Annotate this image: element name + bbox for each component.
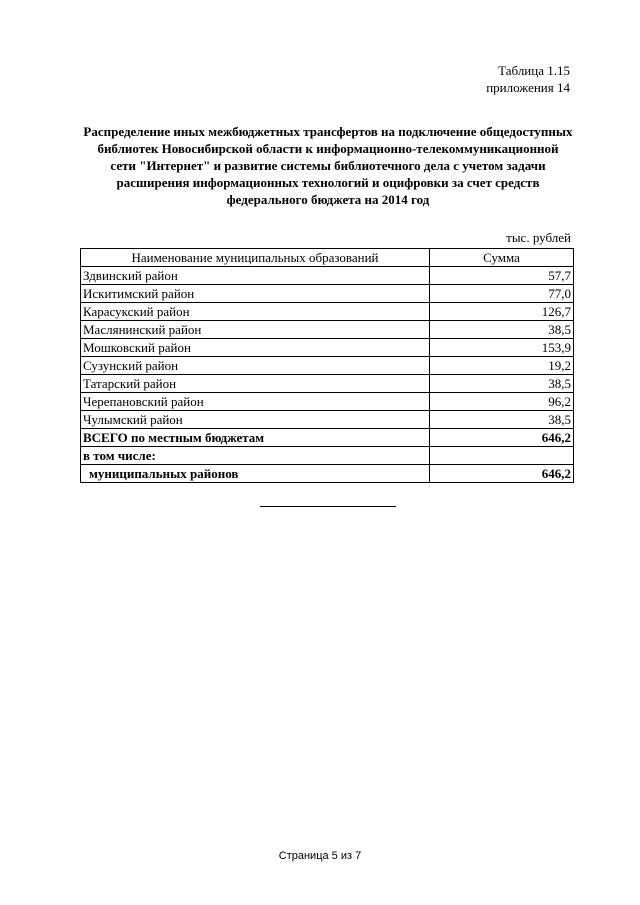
row-sum: 38,5 xyxy=(430,321,574,339)
table-number: Таблица 1.15 xyxy=(498,63,570,78)
table-row xyxy=(81,303,574,321)
table-row xyxy=(81,285,574,303)
row-name: Искитимский район xyxy=(81,285,430,303)
row-sum: 38,5 xyxy=(430,375,574,393)
row-name: Сузунский район xyxy=(81,357,430,375)
title-line: библиотек Новосибирской области к информационно-телекоммуникационной xyxy=(97,141,559,156)
total-name: ВСЕГО по местным бюджетам xyxy=(81,429,430,447)
including-name: в том числе: xyxy=(81,447,430,465)
row-name: Татарский район xyxy=(81,375,430,393)
row-sum: 96,2 xyxy=(430,393,574,411)
title-line: Распределение иных межбюджетных трансфертов на подключение общедоступных xyxy=(83,124,573,139)
subtotal-row xyxy=(81,465,574,483)
row-sum: 126,7 xyxy=(430,303,574,321)
row-name: Маслянинский район xyxy=(81,321,430,339)
row-sum: 57,7 xyxy=(430,267,574,285)
table-row xyxy=(81,393,574,411)
title-line: сети "Интернет" и развитие системы библиотечного дела с учетом задачи xyxy=(110,158,546,173)
document-title xyxy=(80,123,576,208)
table-row xyxy=(81,321,574,339)
total-sum: 646,2 xyxy=(430,429,574,447)
table-row xyxy=(81,375,574,393)
header-name: Наименование муниципальных образований xyxy=(81,249,430,267)
row-name: Черепановский район xyxy=(81,393,430,411)
row-sum: 19,2 xyxy=(430,357,574,375)
distribution-table xyxy=(80,248,574,483)
table-reference xyxy=(486,62,570,96)
row-sum: 77,0 xyxy=(430,285,574,303)
title-line: федерального бюджета на 2014 год xyxy=(226,192,430,207)
including-row xyxy=(81,447,574,465)
page-footer: Страница 5 из 7 xyxy=(278,850,362,862)
row-name: Карасукский район xyxy=(81,303,430,321)
row-sum: 38,5 xyxy=(430,411,574,429)
row-name: Здвинский район xyxy=(81,267,430,285)
row-name: Чулымский район xyxy=(81,411,430,429)
table-row xyxy=(81,339,574,357)
unit-label: тыс. рублей xyxy=(506,230,571,245)
title-line: расширения информационных технологий и оцифровки за счет средств xyxy=(116,175,540,190)
table-header-row xyxy=(81,249,574,267)
table-row xyxy=(81,357,574,375)
total-row xyxy=(81,429,574,447)
table-row xyxy=(81,411,574,429)
appendix-number: приложения 14 xyxy=(486,80,570,95)
subtotal-sum: 646,2 xyxy=(430,465,574,483)
table-row xyxy=(81,267,574,285)
separator-line xyxy=(260,506,396,507)
row-sum: 153,9 xyxy=(430,339,574,357)
row-name: Мошковский район xyxy=(81,339,430,357)
header-sum: Сумма xyxy=(430,249,574,267)
subtotal-name: муниципальных районов xyxy=(81,465,430,483)
including-sum xyxy=(430,447,574,465)
